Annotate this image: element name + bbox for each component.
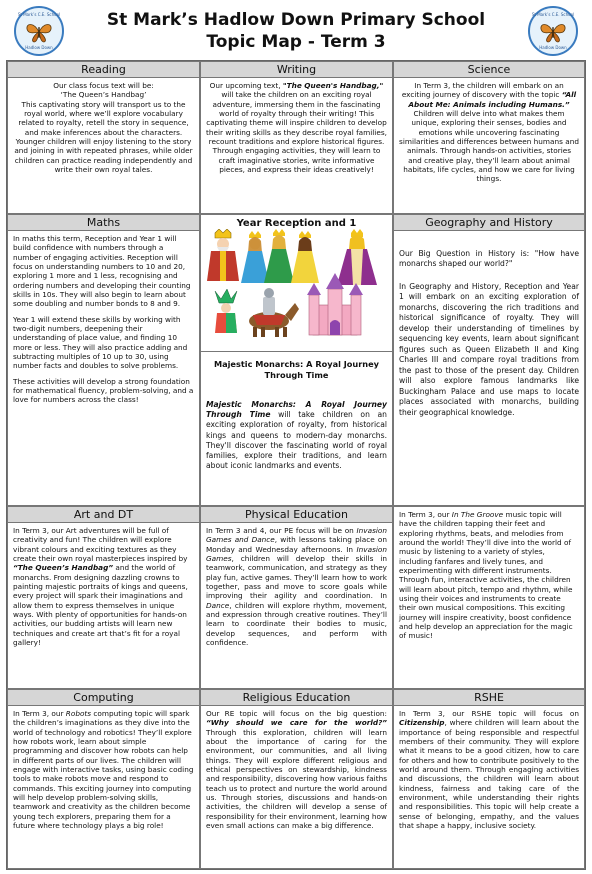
science-text: In Term 3, the children will embark on an exciting journey of discovery with the topic “All About Me: Animals including Humans.” Children will delve into what makes them unique, exploring their senses, bodies and emotions while uncovering fascinating similarities and differences between humans and animals. Through hands-on activities, stories and creative play, they’ll learn about animal habitats, life cycles, and how we care for living things. (399, 81, 579, 184)
page-title: St Mark’s Hadlow Down Primary School (106, 10, 486, 30)
section-title: Science (394, 62, 584, 78)
jester-illustration (215, 289, 237, 333)
music-section (393, 506, 585, 689)
page-subtitle: Topic Map - Term 3 (206, 32, 386, 52)
royal-characters-illustration (201, 229, 392, 337)
pe-text: In Term 3 and 4, our PE focus will be on Invasion Games and Dance, with lessons taking place on Monday and Wednesday afternoons. In Invasion Games, children will develop their skills in teamwork, communication, and strategy as they play fun, active games. They’ll learn how to work together, pass and move to score goals while improving their agility and coordination. In Dance, children will explore rhythm, movement, and expression through creative routines. They’ll learn to coordinate their bodies to music, develop sequences, and perform with confidence. (206, 526, 387, 647)
logo-bottom-text: Hadlow Down (25, 45, 53, 50)
theme-title: Majestic Monarchs: A Royal Journey Through Time (213, 359, 380, 381)
topic-grid (6, 60, 586, 870)
music-topic: In The Groove (451, 510, 504, 519)
rshe-text: In Term 3, our RSHE topic will focus on Citizenship, where children will learn about the importance of being responsible and respectful members of their community. They will explore what it means to be a good citizen, how to care for others and how to contribute positively to the world around them. Through engaging activities and discussions, the children will learn about kindness, fairness and taking care of the environment, while understanding their rights and responsibilities. This topic will help create a sense of belonging, empathy, and the values that shape a happy, inclusive society. (399, 709, 579, 830)
logo-top-text: St Mark’s C.E. School (17, 12, 61, 17)
year-group-title: Year Reception and 1 (236, 218, 357, 229)
year-group-section (200, 214, 393, 506)
section-title: Computing (8, 690, 199, 706)
section-title: RSHE (394, 690, 584, 706)
art-text: In Term 3, our Art adventures will be full of creativity and fun! The children will explore vibrant colours and exciting textures as they create their own royal masterpieces inspired by “The Queen’s Handbag” and the world of monarchs. From designing dazzling crowns to painting majestic portraits of kings and queens, every project will spark their imaginations and allow them to express themselves in unique ways. With plenty of opportunities for hands-on activities, our budding artists will learn new techniques and create art that’s fit for a royal gallery! (13, 526, 188, 647)
writing-book: "The Queen's Handbag," (282, 81, 384, 90)
reading-section (7, 61, 200, 214)
reading-intro: Our class focus text will be: (53, 81, 154, 90)
butterfly-icon (539, 20, 567, 44)
princess-illustration (264, 229, 294, 283)
art-dt-section (7, 506, 200, 689)
page-header (6, 4, 586, 60)
pe-section (200, 506, 393, 689)
section-title: Art and DT (8, 507, 199, 523)
re-question: “Why should we care for the world?” (206, 718, 387, 728)
section-title: Reading (8, 62, 199, 78)
section-title: Maths (8, 215, 199, 231)
section-title: Writing (201, 62, 392, 78)
school-logo (14, 6, 64, 56)
re-text: Our RE topic will focus on the big question: “Why should we care for the world?” Through this exploration, children will learn about the importance of caring for the environment, our communities, and all living things. They will explore different religious and ethical perspectives on stewardship, kindness and responsibility, discovering how various faiths teach us to protect and nurture the world around us. Through stories, discussions and hands-on activities, the children will develop a sense of responsibility for their environment, learning how even small actions can make a big difference. (206, 709, 387, 830)
maths-paragraph: In maths this term, Reception and Year 1 will build confidence with numbers through a number of engaging activities. Reception will focus on understanding numbers to 10 and 20, exploring 1 more and 1 less, recognising and ordering numbers and developing their counting skills in 10s. They will also begin to learn about some doubling and number bonds to 8 and 9. (13, 234, 191, 309)
section-title: Physical Education (201, 507, 392, 523)
reading-book: ‘The Queen’s Handbag’ (60, 90, 147, 100)
section-title: Geography and History (394, 215, 584, 231)
art-book: “The Queen’s Handbag” (13, 563, 114, 573)
princess-illustration (291, 231, 319, 283)
theme-text: Majestic Monarchs: A Royal Journey Through Time will take children on an exciting exploration of royalty, from historical kings and queens to modern-day monarchs. They'll discover the fascinating world of royal families, explore their traditions, and learn about iconic landmarks and events. (206, 400, 387, 471)
section-title: Religious Education (201, 690, 392, 706)
music-text: In Term 3, our In The Groove music topic will have the children tapping their feet and exploring rhythms, beats, and melodies from around the world! They’ll dive into the world of music by listening to a variety of styles, including fanfares and lively tunes, and experimenting with different instruments. Through fun, interactive activities, the children will learn about pitch, tempo and rhythm, while using their voices and instruments to create their own musical compositions. This exciting journey will inspire creativity, boost confidence and help develop an appreciation for the magic of music! (399, 510, 573, 641)
rshe-section (393, 689, 585, 869)
reading-text: This captivating story will transport us to the royal world, where we’ll explore vocabulary related to royalty, retell the story in sequence, and make inferences about the characters. Younger children will enjoy listening to the story and joining in with repeated phrases, while older children can practice reading independently and write their own royal tales. (14, 99, 193, 174)
computing-text: In Term 3, our Robots computing topic will spark the children’s imaginations as they dive into the world of technology and robotics! They’ll explore how robots work, learn about simple programming and discover how robots can help in different parts of our lives. The children will engage with interactive tasks, using basic coding tools to make robots move and respond to commands. This exciting journey into computing will help develop problem-solving skills, teamwork and creativity as the children become young tech explorers, preparing them for a future where technology plays a big role! (13, 709, 194, 830)
logo-top-text: St Mark’s C.E. School (531, 12, 575, 17)
writing-section (200, 61, 393, 214)
maths-section (7, 214, 200, 506)
rshe-topic: Citizenship (399, 718, 445, 728)
geography-history-section (393, 214, 585, 506)
topic-map-page (6, 4, 586, 870)
knight-on-horse-illustration (249, 288, 299, 337)
theme-name: Majestic Monarchs: A Royal Journey Through Time (206, 400, 387, 420)
big-question: Our Big Question in History is: "How have monarchs shaped our world?" (399, 249, 579, 269)
school-logo (528, 6, 578, 56)
maths-paragraph: These activities will develop a strong foundation for mathematical fluency, problem-solving, and a love for numbers across the class! (13, 376, 194, 405)
king-illustration (207, 229, 239, 281)
computing-section (7, 689, 200, 869)
princess-illustration (241, 231, 269, 283)
writing-text: Our upcoming text, "The Queen's Handbag," will take the children on an exciting royal adventure, immersing them in the fascinating world of royalty through their writing! This captivating theme will inspire children to develop their writing skills as they describe royal families, recount traditions and explore historical figures. Through engaging activities, they will learn to craft imaginative stories, write informative pieces, and express their ideas creatively! (206, 81, 387, 174)
science-topic: “All About Me: Animals including Humans.” (408, 90, 577, 109)
geography-text: In Geography and History, Reception and Year 1 will embark on an exciting exploration of monarchs, discovering the rich traditions and historical significance of royalty. They will develop their understanding of timelines by sequencing key events, learn about significant figures such as Queen Elizabeth II and King Charles III and compare royal traditions from the past to those of the present day. Children will also explore famous landmarks like Buckingham Palace and use maps to locate places associated with monarchs, building their geographical knowledge. (399, 281, 579, 417)
logo-bottom-text: Hadlow Down (539, 45, 567, 50)
computing-topic: Robots (65, 709, 92, 718)
science-section (393, 61, 585, 214)
butterfly-icon (25, 20, 53, 44)
maths-paragraph: Year 1 will extend these skills by working with two-digit numbers, deepening their understanding of place value, and finding 10 more or less. They will also practice adding and subtracting multiples of 10 up to 30, using number facts and doubles to solve problems. (13, 314, 188, 371)
re-section (200, 689, 393, 869)
queen-illustration (337, 229, 377, 285)
